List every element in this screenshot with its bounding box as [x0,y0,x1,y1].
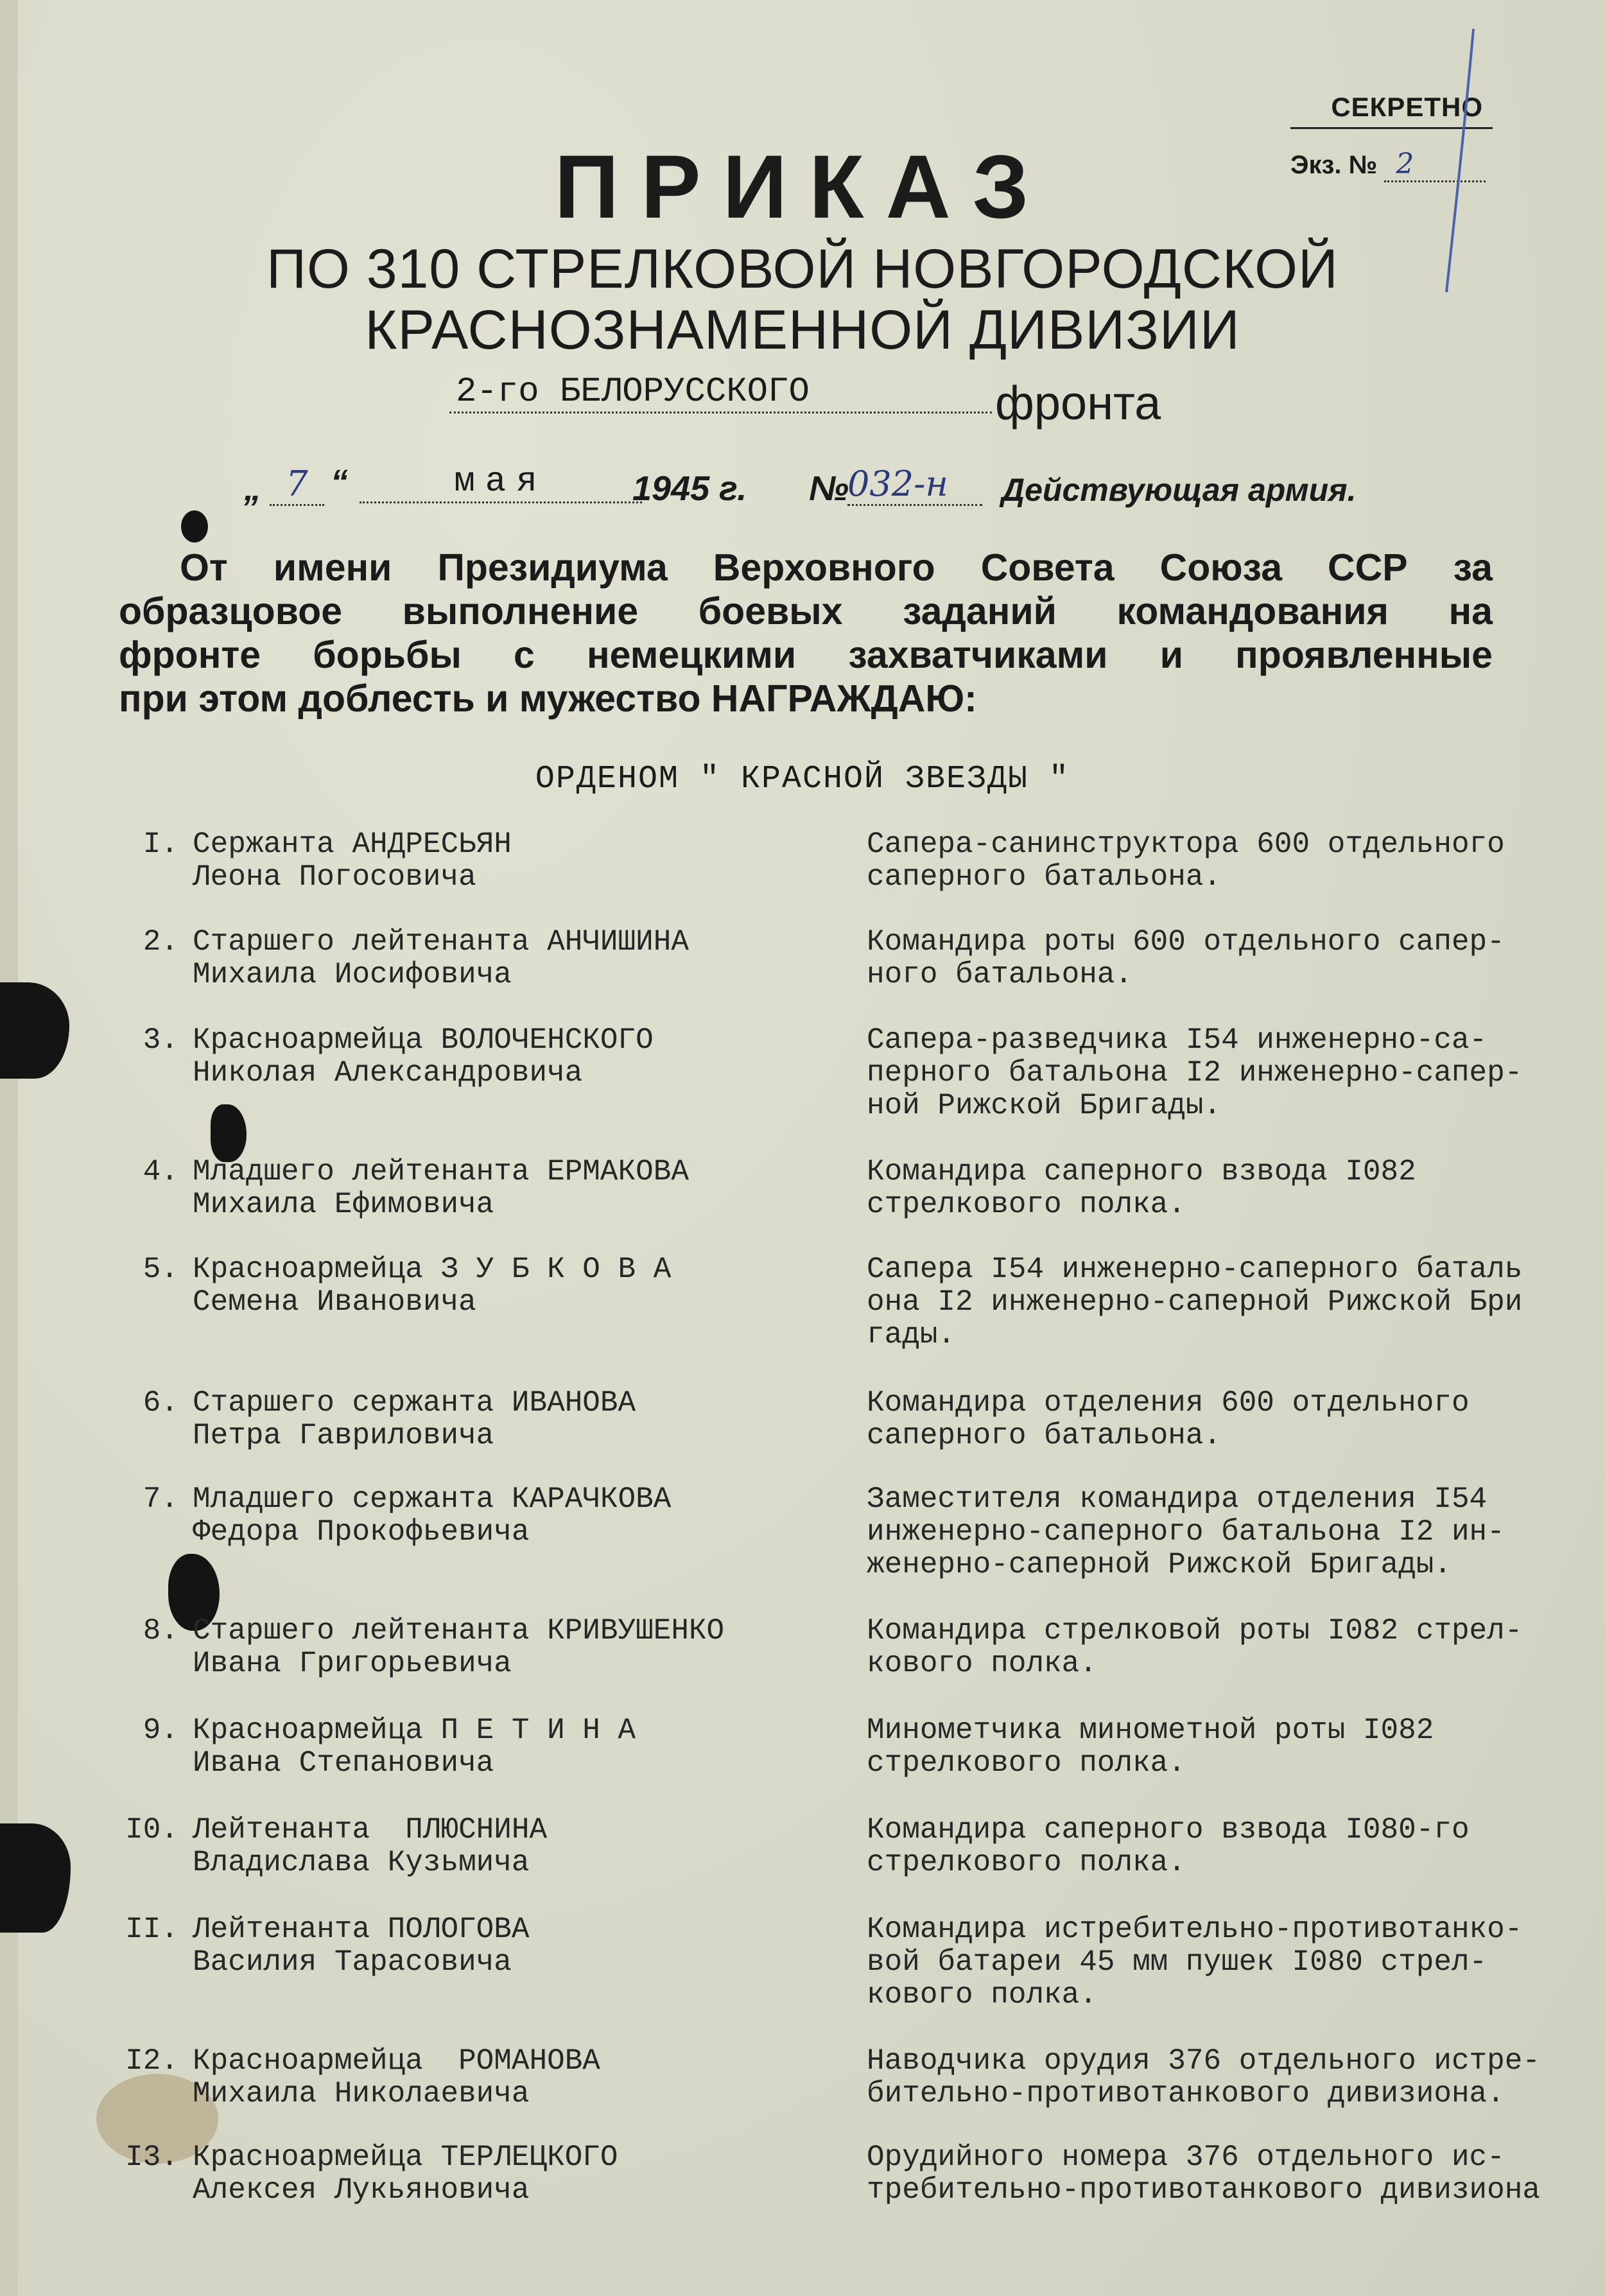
order-year: 1945 г. [632,469,747,508]
order-day: 7 [270,464,324,506]
front-name: 2-го БЕЛОРУССКОГО [449,372,992,413]
copy-label: Экз. № [1290,151,1378,179]
awardee-position: Наводчика орудия 376 отдельного истре- бительно-противотанкового дивизиона. [867,2044,1540,2110]
awardee-number: I2. [125,2044,178,2078]
awardee-number: 6. [143,1386,178,1420]
awardee-number: 9. [143,1714,178,1747]
awardee-position: Сапера-санинструктора 600 отдельного саперного батальона. [867,828,1505,894]
document-title: ПРИКАЗ [554,136,1051,237]
awardee-name: Красноармейца ВОЛОЧЕНСКОГО Николая Александровича [193,1023,654,1090]
unit-name-line1: ПО 310 СТРЕЛКОВОЙ НОВГОРОДСКОЙ [266,238,1339,300]
preamble-line: при этом доблесть и мужество НАГРАЖДАЮ: [119,677,977,720]
awardee-name: Красноармейца ТЕРЛЕЦКОГО Алексея Лукьяновича [193,2141,618,2207]
torn-hole-bottom [0,1823,71,1933]
awardee-name: Сержанта АНДРЕСЬЯН Леона Погосовича [193,828,512,894]
awardee-number: 7. [143,1483,178,1516]
order-month: мая [360,462,642,503]
awardee-name: Красноармейца П Е Т И Н А Ивана Степановича [193,1714,636,1780]
awardee-number: I3. [125,2141,178,2174]
unit-name-line2: КРАСНОЗНАМЕННОЙ ДИВИЗИИ [365,299,1240,361]
awardee-number: 2. [143,925,178,959]
awardee-name: Красноармейца РОМАНОВА Михаила Николаевича [193,2044,600,2110]
awardee-name: Красноармейца З У Б К О В А Семена Ивановича [193,1253,672,1319]
awardee-number: II. [125,1913,178,1946]
awardee-position: Командира стрелковой роты I082 стрел- кового полка. [867,1614,1523,1680]
awardee-name: Старшего лейтенанта КРИВУШЕНКО Ивана Григорьевича [193,1614,725,1680]
awardee-number: I0. [125,1813,178,1847]
quote-open: „ [244,469,261,508]
awardee-name: Старшего сержанта ИВАНОВА Петра Гавриловича [193,1386,636,1452]
awardee-position: Заместителя командира отделения I54 инженерно-саперного батальона I2 ин- женерно-саперной Рижской Бригады. [867,1483,1505,1581]
order-number-label: № [809,469,849,508]
awardee-position: Минометчика минометной роты I082 стрелкового полка. [867,1714,1434,1780]
awardee-position: Командира роты 600 отдельного сапер- ного батальона. [867,925,1505,991]
awardee-name: Младшего сержанта КАРАЧКОВА Федора Прокофьевича [193,1483,672,1549]
awardee-position: Орудийного номера 376 отдельного ис- требительно-противотанкового дивизиона [867,2141,1540,2207]
order-number: 032-н [847,464,982,506]
awardee-name: Лейтенанта ПОЛОГОВА Василия Тарасовича [193,1913,530,1979]
punch-hole-1 [211,1104,247,1162]
preamble-line: образцовое выполнение боевых заданий командования на [119,590,1493,632]
torn-hole-top [0,982,69,1079]
award-heading: ОРДЕНОМ " КРАСНОЙ ЗВЕЗДЫ " [535,761,1070,797]
awardee-name: Лейтенанта ПЛЮСНИНА Владислава Кузьмича [193,1813,548,1879]
awardee-number: 4. [143,1155,178,1188]
preamble-line: фронте борьбы с немецкими захватчиками и проявленные [119,634,1493,676]
awardee-number: 5. [143,1253,178,1286]
awardee-name: Младшего лейтенанта ЕРМАКОВА Михаила Ефимовича [193,1155,689,1221]
awardee-number: I. [143,828,178,861]
front-word: фронта [995,376,1161,430]
awardee-position: Командира отделения 600 отдельного саперного батальона. [867,1386,1470,1452]
classification-label: СЕКРЕТНО [1331,92,1483,122]
awardee-position: Командира саперного взвода I082 стрелкового полка. [867,1155,1416,1221]
awardee-position: Сапера-разведчика I54 инженерно-са- перного батальона I2 инженерно-сапер- ной Рижской Бригады. [867,1023,1523,1122]
place-label: Действующая армия. [1002,472,1357,508]
awardee-name: Старшего лейтенанта АНЧИШИНА Михаила Иосифовича [193,925,689,991]
preamble-line: От имени Президиума Верховного Совета Союза ССР за [180,546,1493,589]
quote-close: “ [331,463,348,501]
awardee-number: 8. [143,1614,178,1648]
front-line [449,372,1161,430]
awardee-position: Командира истребительно-противотанко- вой батареи 45 мм пушек I080 стрел- кового полка. [867,1913,1523,2012]
awardee-position: Сапера I54 инженерно-саперного баталь она I2 инженерно-саперной Рижской Бри гады. [867,1253,1523,1352]
awardee-position: Командира саперного взвода I080-го стрелкового полка. [867,1813,1470,1879]
awardee-number: 3. [143,1023,178,1057]
punch-hole-3 [181,510,208,543]
preamble-text [119,546,1493,720]
copy-number: 2 [1384,148,1486,182]
